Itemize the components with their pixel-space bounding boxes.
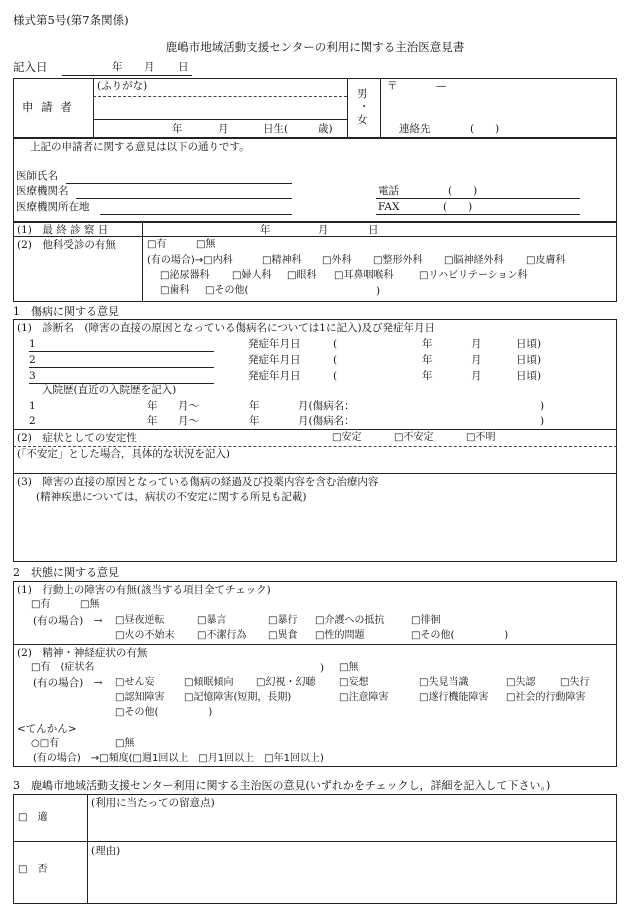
stability-label: (2) 症状としての安定性 [17, 432, 137, 444]
address-label: 医療機関所在地 [16, 201, 90, 213]
opinion-suitable[interactable]: □ 適 [18, 812, 48, 823]
dept-internal[interactable]: (有の場合)→□内科 [147, 255, 233, 266]
unstable-checkbox[interactable]: □不安定 [394, 432, 434, 443]
behavior-yes[interactable]: □有 [31, 599, 51, 610]
mental-no[interactable]: □無 [339, 662, 359, 673]
unstable-note: (「不安定」とした場合，具体的な状況を記入) [17, 448, 230, 460]
section1-heading: 1 傷病に関する意見 [13, 305, 119, 318]
applicant-label: 申 請 者 [22, 100, 74, 114]
phone-label: 電話 [378, 185, 399, 197]
form-number: 様式第5号(第7条関係) [13, 13, 129, 27]
last-exam-label: (1) 最 終 診 察 日 [17, 224, 109, 236]
other-dept-yes[interactable]: □有 [147, 239, 167, 250]
epilepsy-heading: <てんかん> [17, 723, 77, 735]
epilepsy-frequency[interactable]: (有の場合) →□頻度(□週1回以上 □月1回以上 □年1回以上) [33, 753, 324, 764]
epilepsy-no[interactable]: □無 [115, 738, 135, 749]
doctor-name-label: 医師氏名 [16, 170, 58, 182]
epilepsy-yes[interactable]: ○□有 [31, 738, 60, 749]
opinion-unsuitable[interactable]: □ 否 [18, 864, 48, 875]
other-dept-no[interactable]: □無 [196, 239, 216, 250]
gender-female: 女 [357, 114, 368, 126]
behavior-no[interactable]: □無 [80, 599, 100, 610]
suitable-note-label: (利用に当たっての留意点) [91, 797, 215, 809]
statement-text: 上記の申請者に関する意見は以下の通りです。 [30, 141, 250, 153]
gender-male: 男 [357, 88, 368, 100]
furigana-label: (ふりがな) [97, 80, 148, 92]
contact-label: 連絡先 [399, 123, 431, 135]
unknown-checkbox[interactable]: □不明 [466, 432, 496, 443]
treatment-label: (3) 障害の直接の原因となっている傷病の経過及び投薬内容を含む治療内容 [17, 476, 379, 488]
stable-checkbox[interactable]: □安定 [332, 432, 362, 443]
postal-mark: 〒 [387, 80, 398, 92]
fax-label: FAX [378, 201, 400, 213]
reason-label: (理由) [91, 845, 121, 857]
page-title: 鹿嶋市地域活動支援センターの利用に関する主治医意見書 [165, 40, 465, 54]
behavior-label: (1) 行動上の障害の有無(該当する項目全てチェック) [17, 584, 271, 596]
hospitalization-label: 入院歴(直近の入院歴を記入) [42, 384, 177, 396]
institution-label: 医療機関名 [16, 185, 69, 197]
entry-date-label: 記入日 [13, 60, 48, 74]
other-dept-label: (2) 他科受診の有無 [17, 239, 116, 251]
mental-yes[interactable]: □有 (症状名 [31, 662, 95, 673]
section2-heading: 2 状態に関する意見 [13, 566, 119, 579]
treatment-note: (精神疾患については，病状の不安定に関する所見も記載) [36, 491, 307, 503]
mental-label: (2) 精神・神経症状の有無 [17, 647, 148, 659]
section3-heading: 3 鹿嶋市地域活動支援センター利用に関する主治医の意見(いずれかをチェックし，詳細を記入して下さい。) [13, 779, 551, 792]
diagnosis-label: (1) 診断名 (障害の直接の原因となっている傷病名については1に記入)及び発症年月日 [17, 322, 436, 334]
